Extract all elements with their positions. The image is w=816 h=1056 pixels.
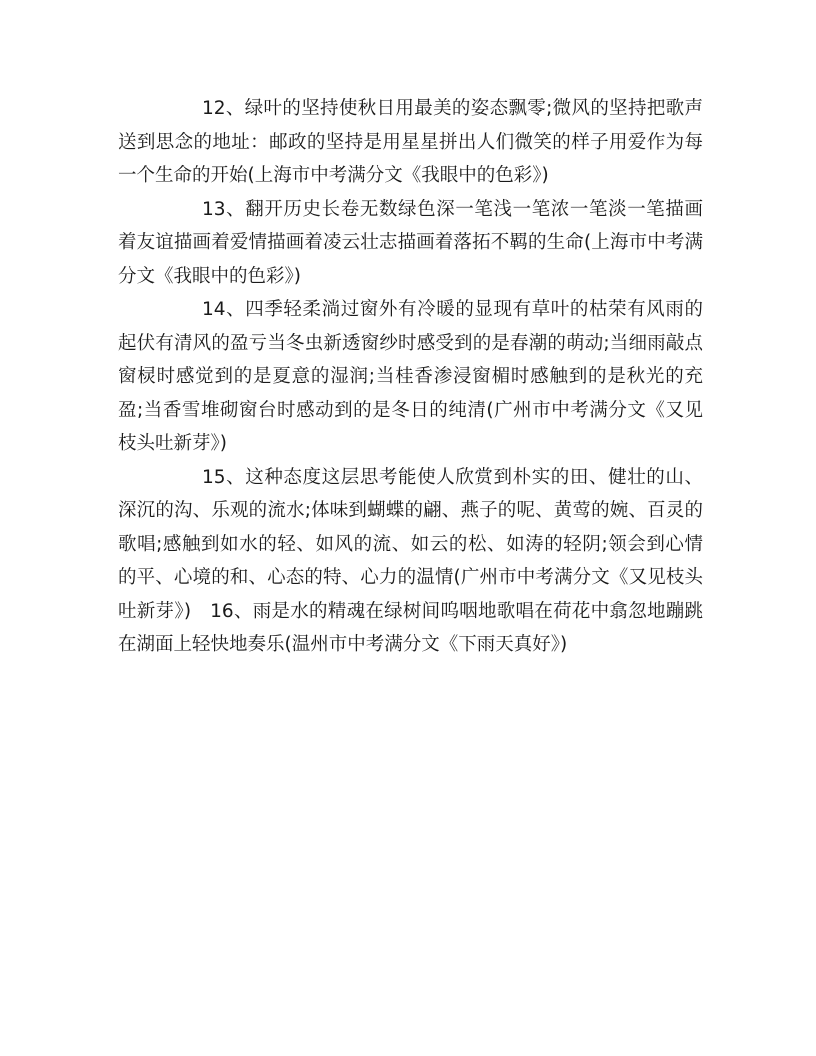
- paragraph-13-text: 13、翻开历史长卷无数绿色深一笔浅一笔浓一笔淡一笔描画着友谊描画着爱情描画着凌云壮志描画着落拓不羁的生命(上海市中考满分文《我眼中的色彩》): [118, 198, 703, 287]
- document-body: [118, 92, 703, 662]
- paragraph-16-text: 16、雨是水的精魂在绿树间呜咽地歌唱在荷花中翕忽地蹦跳在湖面上轻快地奏乐(温州市中考满分文《下雨天真好》): [118, 600, 704, 655]
- paragraph-12-text: 12、绿叶的坚持使秋日用最美的姿态飘零;微风的坚持把歌声送到思念的地址：邮政的坚持是用星星拼出人们微笑的样子用爱作为每一个生命的开始(上海市中考满分文《我眼中的色彩》): [118, 98, 703, 186]
- paragraph-14-text: 14、四季轻柔淌过窗外有冷暖的显现有草叶的枯荣有风雨的起伏有清风的盈亏当冬虫新透窗纱时感受到的是春潮的萌动;当细雨敲点窗棂时感觉到的是夏意的湿润;当桂香渗浸窗楣时感触到的是秋光的充盈;当香雪堆砌窗台时感动到的是冬日的纯清(广州市中考满分文《又见枝头吐新芽》): [118, 299, 703, 454]
- paragraph-13: [118, 193, 703, 294]
- paragraph-15-16: [118, 461, 703, 662]
- paragraph-12: [118, 92, 703, 193]
- paragraph-15-text: 15、这种态度这层思考能使人欣赏到朴实的田、健壮的山、深沉的沟、乐观的流水;体味到蝴蝶的翩、燕子的呢、黄莺的婉、百灵的歌唱;感触到如水的轻、如风的流、如云的松、如涛的轻阴;领会到心情的平、心境的和、心态的特、心力的温情(广州市中考满分文《又见枝头吐新芽》): [118, 466, 703, 622]
- paragraph-14: [118, 293, 703, 461]
